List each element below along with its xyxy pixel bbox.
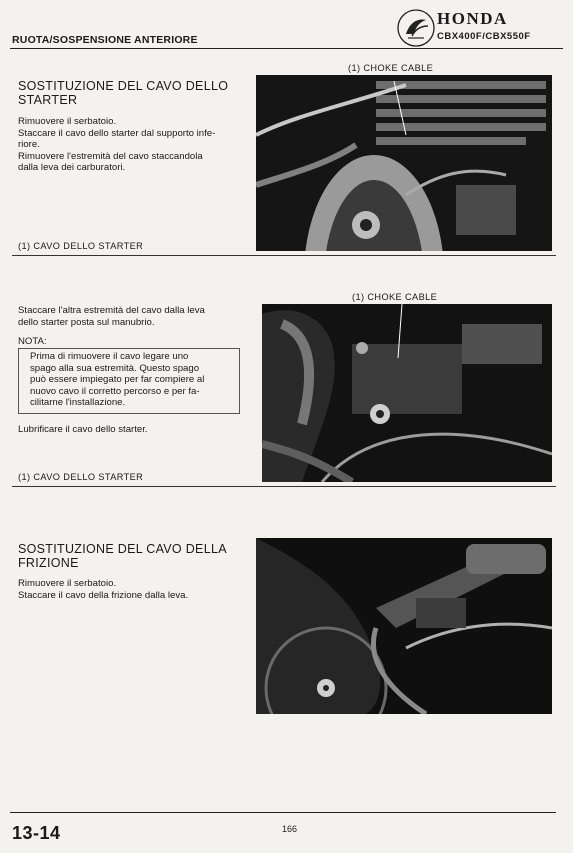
nota-label: NOTA:	[18, 336, 47, 347]
page-center-number: 166	[282, 824, 298, 834]
footer-rule	[10, 812, 556, 813]
figure2-caption: (1) CAVO DELLO STARTER	[18, 472, 144, 482]
nota-line: nuovo cavo il corretto percorso e per fa-	[30, 385, 200, 397]
section2-body	[18, 305, 240, 328]
figure1-caption: (1) CAVO DELLO STARTER	[18, 241, 144, 251]
body-line: Staccare l'altra estremità del cavo dalla leva	[18, 305, 205, 316]
photo-carburetor-choke-cable	[256, 75, 552, 251]
model-name: CBX400F/CBX550F	[437, 31, 531, 42]
section3-title-line1: SOSTITUZIONE DEL CAVO DELLA	[18, 542, 227, 556]
section-title: RUOTA/SOSPENSIONE ANTERIORE	[12, 34, 198, 46]
body-line: Staccare il cavo dello starter dal supporto infe-	[18, 127, 216, 139]
nota-text	[30, 351, 230, 409]
nota-line: può essere impiegato per far compiere al	[30, 374, 205, 386]
header-rule	[10, 48, 563, 49]
honda-wing-logo	[396, 8, 436, 48]
section1-body	[18, 116, 240, 174]
figure1-label: (1) CHOKE CABLE	[348, 63, 434, 73]
body-line: Rimuovere il serbatoio.	[18, 578, 117, 589]
page-number: 13-14	[12, 823, 61, 843]
body-line: dalla leva dei carburatori.	[18, 162, 126, 174]
divider	[12, 255, 556, 256]
lubricate-note: Lubrificare il cavo dello starter.	[18, 424, 148, 435]
nota-line: cilitarne l'installazione.	[30, 397, 126, 409]
nota-line: Prima di rimuovere il cavo legare uno	[30, 351, 189, 362]
section3-title-line2: FRIZIONE	[18, 556, 79, 570]
photo-clutch-lever-cable	[256, 538, 552, 714]
section1-title-line2: STARTER	[18, 93, 78, 107]
nota-line: spago alla sua estremità. Questo spago	[30, 362, 200, 374]
section3-body	[18, 578, 240, 601]
figure2-label: (1) CHOKE CABLE	[352, 292, 438, 302]
brand-name: HONDA	[437, 9, 508, 28]
body-line: Rimuovere l'estremità del cavo staccandola	[18, 150, 203, 162]
body-line: riore.	[18, 139, 40, 151]
section1-title-line1: SOSTITUZIONE DEL CAVO DELLO	[18, 79, 229, 93]
body-line: Rimuovere il serbatoio.	[18, 116, 117, 127]
photo-handlebar-starter-lever	[262, 304, 552, 482]
body-line: Staccare il cavo della frizione dalla leva.	[18, 589, 189, 601]
body-line: dello starter posta sul manubrio.	[18, 316, 155, 328]
divider	[12, 486, 556, 487]
